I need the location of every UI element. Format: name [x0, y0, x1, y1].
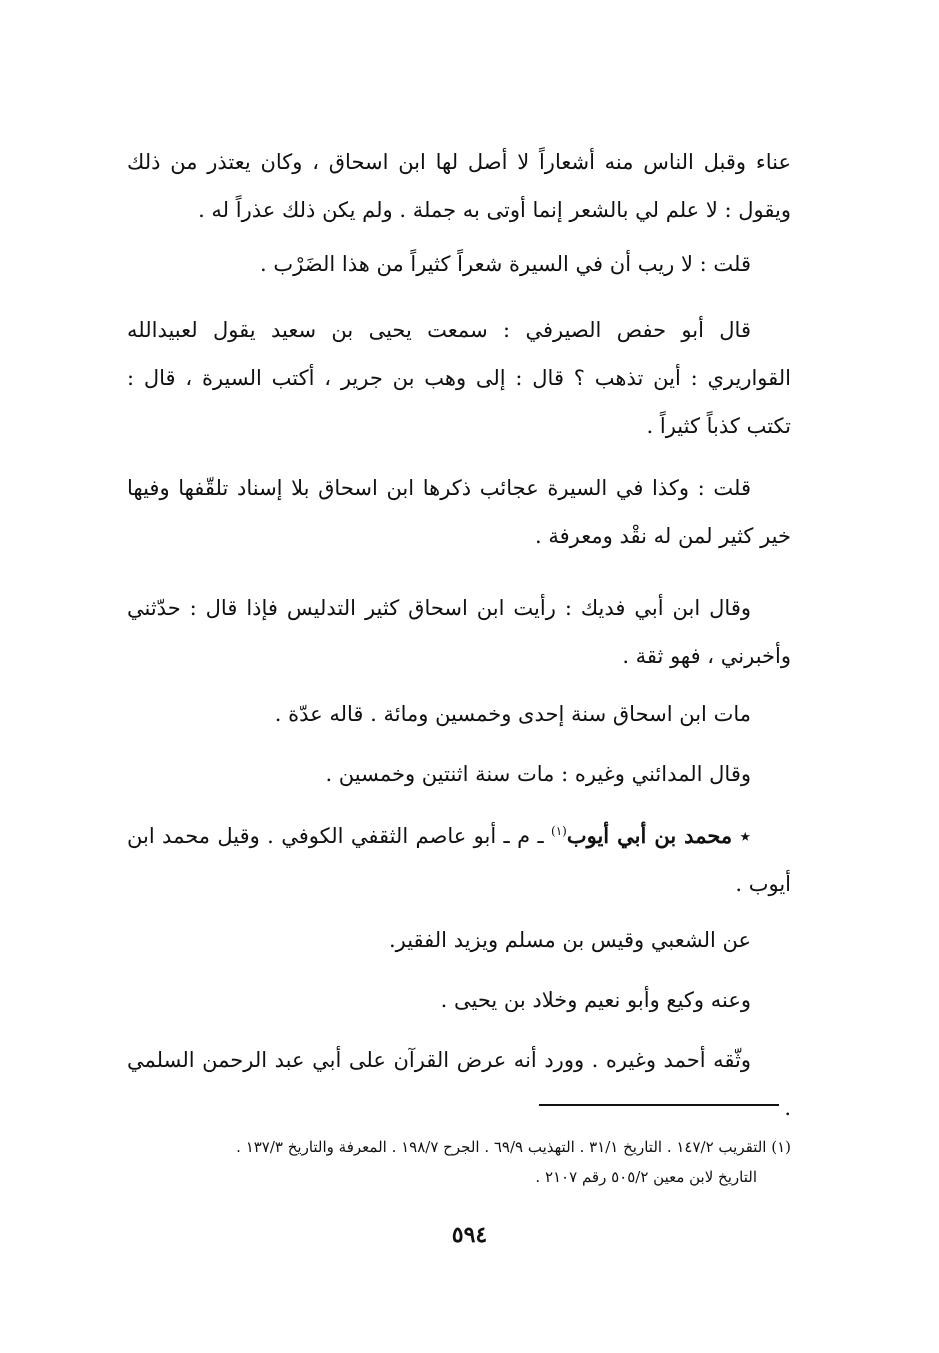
footnote-line-2: التاريخ لابن معين ٥٠٥/٢ رقم ٢١٠٧ . [535, 1168, 757, 1186]
paragraph-5: وقال ابن أبي فديك : رأيت ابن اسحاق كثير التدليس فإذا قال : حدّثني وأخبرني ، فهو ثقة . [127, 596, 791, 668]
footnote-ref: (١) [551, 824, 567, 838]
entry-text: ـ م ـ أبو عاصم الثقفي الكوفي . وقيل محمد ابن أيوب . [127, 824, 791, 896]
entry-heading-paragraph [127, 812, 791, 908]
paragraph-10: وعنه وكيع وأبو نعيم وخلاد بن يحيى . [440, 988, 751, 1012]
paragraph-1: عناء وقبل الناس منه أشعاراً لا أصل لها ابن اسحاق ، وكان يعتذر من ذلك ويقول : لا علم لي بالشعر إنما أوتى به جملة . ولم يكن ذلك عذراً له . [127, 150, 791, 222]
paragraph-2: قلت : لا ريب أن في السيرة شعراً كثيراً من هذا الضَرْب . [260, 252, 751, 276]
paragraph-3: قال أبو حفص الصيرفي : سمعت يحيى بن سعيد يقول لعبيدالله القواريري : أين تذهب ؟ قال : إلى وهب بن جرير ، أكتب السيرة ، قال : تكتب كذباً كثيراً . [127, 318, 791, 438]
footnote-line-1: (١) التقريب ١٤٧/٢ . التاريخ ٣١/١ . التهذيب ٦٩/٩ . الجرح ١٩٨/٧ . المعرفة والتاريخ ١٣٧/٣ . [236, 1138, 791, 1156]
page-number: ٥٩٤ [451, 1222, 488, 1248]
footnote-divider [539, 1104, 779, 1106]
paragraph-11: وثّقه أحمد وغيره . وورد أنه عرض القرآن على أبي عبد الرحمن السلمي . [127, 1048, 791, 1120]
paragraph-9: عن الشعبي وقيس بن مسلم ويزيد الفقير. [388, 928, 751, 952]
paragraph-7: وقال المدائني وغيره : مات سنة اثنتين وخمسين . [325, 762, 751, 786]
footnote [127, 1132, 791, 1192]
paragraph-6: مات ابن اسحاق سنة إحدى وخمسين ومائة . قاله عدّة . [274, 702, 751, 726]
entry-name: محمد بن أبي أيوب [566, 823, 733, 848]
entry-star-marker: ٭ [739, 824, 751, 848]
paragraph-4: قلت : وكذا في السيرة عجائب ذكرها ابن اسحاق بلا إسناد تلقّفها وفيها خير كثير لمن له نقْد ومعرفة . [127, 476, 791, 548]
